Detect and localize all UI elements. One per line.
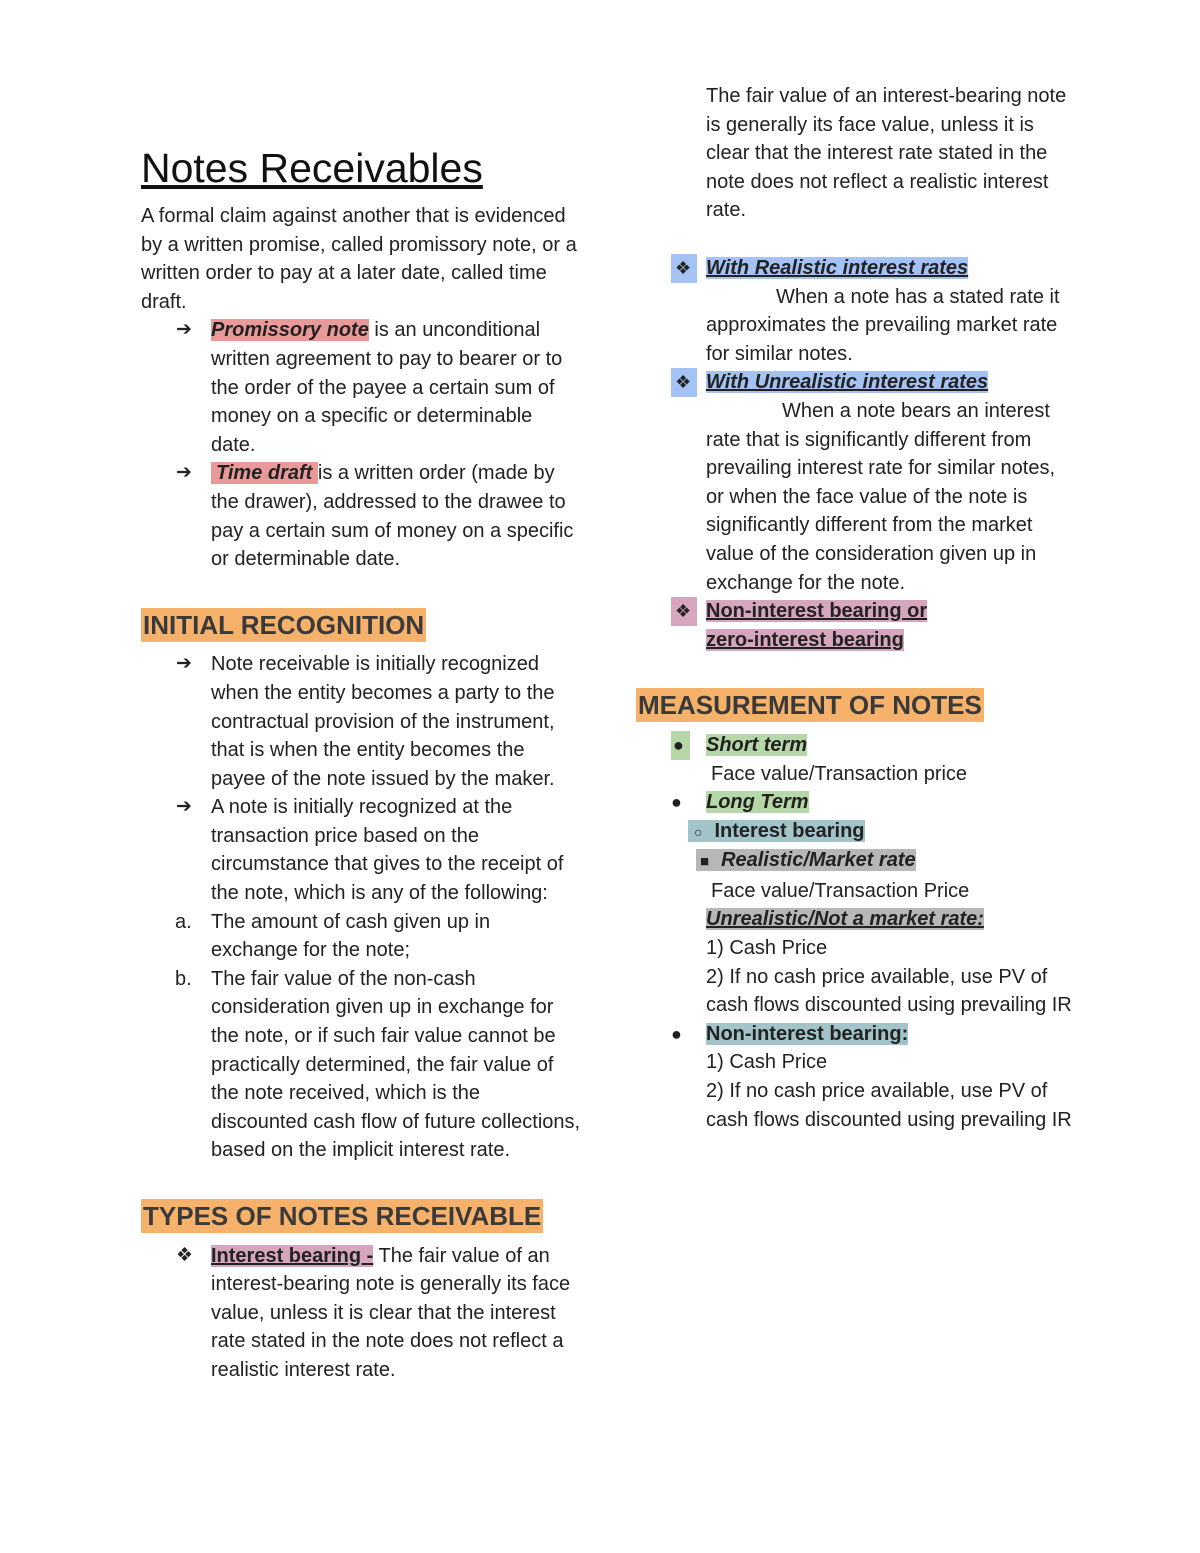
type-interest-bearing (141, 1242, 581, 1381)
arrow-bullet-icon: ➔ (176, 462, 192, 484)
recognition-point (141, 793, 581, 907)
definition-time-draft (141, 459, 581, 573)
page-title: Notes Receivables (141, 145, 483, 191)
unrealistic-rate-label: Unrealistic/Not a market rate: (706, 908, 984, 931)
measurement-interest-bearing (636, 817, 1076, 847)
measurement-long-term (636, 788, 1076, 817)
label-interest-bearing: ○ Interest bearing (688, 820, 865, 842)
recognition-point-text: A note is initially recognized at the transaction price based on the circumstance that gives to the receipt of the note, which is any of the following: (211, 796, 564, 905)
recognition-sub-item (141, 908, 581, 965)
arrow-bullet-icon: ➔ (176, 653, 192, 675)
heading-types-of-notes: TYPES OF NOTES RECEIVABLE (143, 1201, 542, 1231)
interest-bearing-text: The fair value of an interest-bearing note is generally its face value, unless it is clear that the interest rate stated in the note does not reflect a realistic interest rate. (211, 1244, 571, 1381)
type-unrealistic (636, 368, 1076, 397)
hollow-bullet-icon: ○ (694, 823, 703, 840)
heading-measurement: MEASUREMENT OF NOTES (638, 690, 982, 721)
label-non-interest: Non-interest bearing: (706, 1022, 909, 1045)
interest-bearing-text-continued: The fair value of an interest-bearing note is generally its face value, unless it is clear that the interest rate stated in the note does not reflect a realistic interest rate. (706, 85, 1067, 222)
recognition-sub-text: The amount of cash given up in exchange for the note; (211, 910, 491, 962)
term-promissory-note: Promissory note (211, 319, 369, 342)
diamond-bullet-icon: ❖ (671, 597, 697, 626)
term-unrealistic-rates: With Unrealistic interest rates (706, 371, 989, 394)
term-time-draft: Time draft (211, 462, 318, 484)
non-interest-line-2: 2) If no cash price available, use PV of cash flows discounted using prevailing IR (706, 1080, 1072, 1131)
label-short-term: Short term (706, 733, 808, 756)
diamond-bullet-icon: ❖ (671, 368, 697, 397)
interest-bearing-continuation (636, 85, 1076, 254)
arrow-bullet-icon: ➔ (176, 796, 192, 818)
term-interest-bearing: Interest bearing - (211, 1244, 374, 1267)
unrealistic-text: When a note bears an interest rate that is significantly different from prevailing interest rate for similar notes, or when the face value of the note is significantly different from the market value of the consideration given up in exchange for the note. (706, 399, 1056, 594)
term-non-interest-line2: zero-interest bearing (706, 628, 904, 651)
right-column (636, 85, 1076, 1134)
realistic-rate-value: Face value/Transaction Price (711, 879, 970, 902)
recognition-sub-text: The fair value of the non-cash consideration given up in exchange for the note, or if such fair value cannot be practically determined, the fair value of the note received, which is the discounted cash flow of future collections, based on the implicit interest rate. (211, 967, 581, 1162)
unrealistic-line-2: 2) If no cash price available, use PV of cash flows discounted using prevailing IR (706, 965, 1072, 1017)
round-bullet-icon: ● (671, 731, 690, 760)
type-realistic (636, 254, 1076, 283)
term-realistic-rates: With Realistic interest rates (706, 257, 969, 279)
short-term-value: Face value/Transaction price (711, 762, 968, 785)
arrow-bullet-icon: ➔ (176, 319, 192, 341)
measurement-short-term (636, 731, 1076, 760)
measurement-realistic-rate (636, 846, 1076, 877)
measurement-non-interest (636, 1020, 1076, 1049)
diamond-bullet-icon: ❖ (671, 254, 697, 283)
definition-promissory-note (141, 316, 581, 459)
definition-text: is an unconditional written agreement to pay to bearer or to the order of the payee a certain sum of money on a specific or determinable date. (211, 319, 563, 456)
list-letter: b. (175, 967, 192, 990)
type-non-interest (636, 597, 1076, 654)
recognition-point-text: Note receivable is initially recognized when the entity becomes a party to the contractual provision of the instrument, that is when the entity becomes the payee of the note issued by the maker. (211, 653, 555, 790)
label-long-term: Long Term (706, 791, 809, 814)
diamond-bullet-icon: ❖ (176, 1244, 194, 1266)
intro-paragraph: A formal claim against another that is evidenced by a written promise, called promissory note, or a written order to pay at a later date, called time draft. (141, 205, 577, 313)
heading-initial-recognition: INITIAL RECOGNITION (143, 609, 425, 640)
realistic-text: When a note has a stated rate it approximates the prevailing market rate for similar notes. (706, 285, 1060, 365)
recognition-sub-item (141, 965, 581, 1165)
definition-text: is a written order (made by the drawer), addressed to the drawee to pay a certain sum of money on a specific or determinable date. (211, 462, 574, 571)
term-non-interest-line1: Non-interest bearing or (706, 600, 928, 623)
round-bullet-icon: ● (671, 792, 682, 813)
recognition-point (141, 650, 581, 793)
non-interest-line-1: 1) Cash Price (706, 1051, 828, 1074)
list-letter: a. (175, 910, 192, 933)
left-column (141, 142, 581, 1381)
label-realistic-rate: ■ Realistic/Market rate (696, 849, 916, 871)
unrealistic-line-1: 1) Cash Price (706, 937, 828, 960)
square-bullet-icon: ■ (700, 853, 710, 871)
round-bullet-icon: ● (671, 1023, 682, 1044)
